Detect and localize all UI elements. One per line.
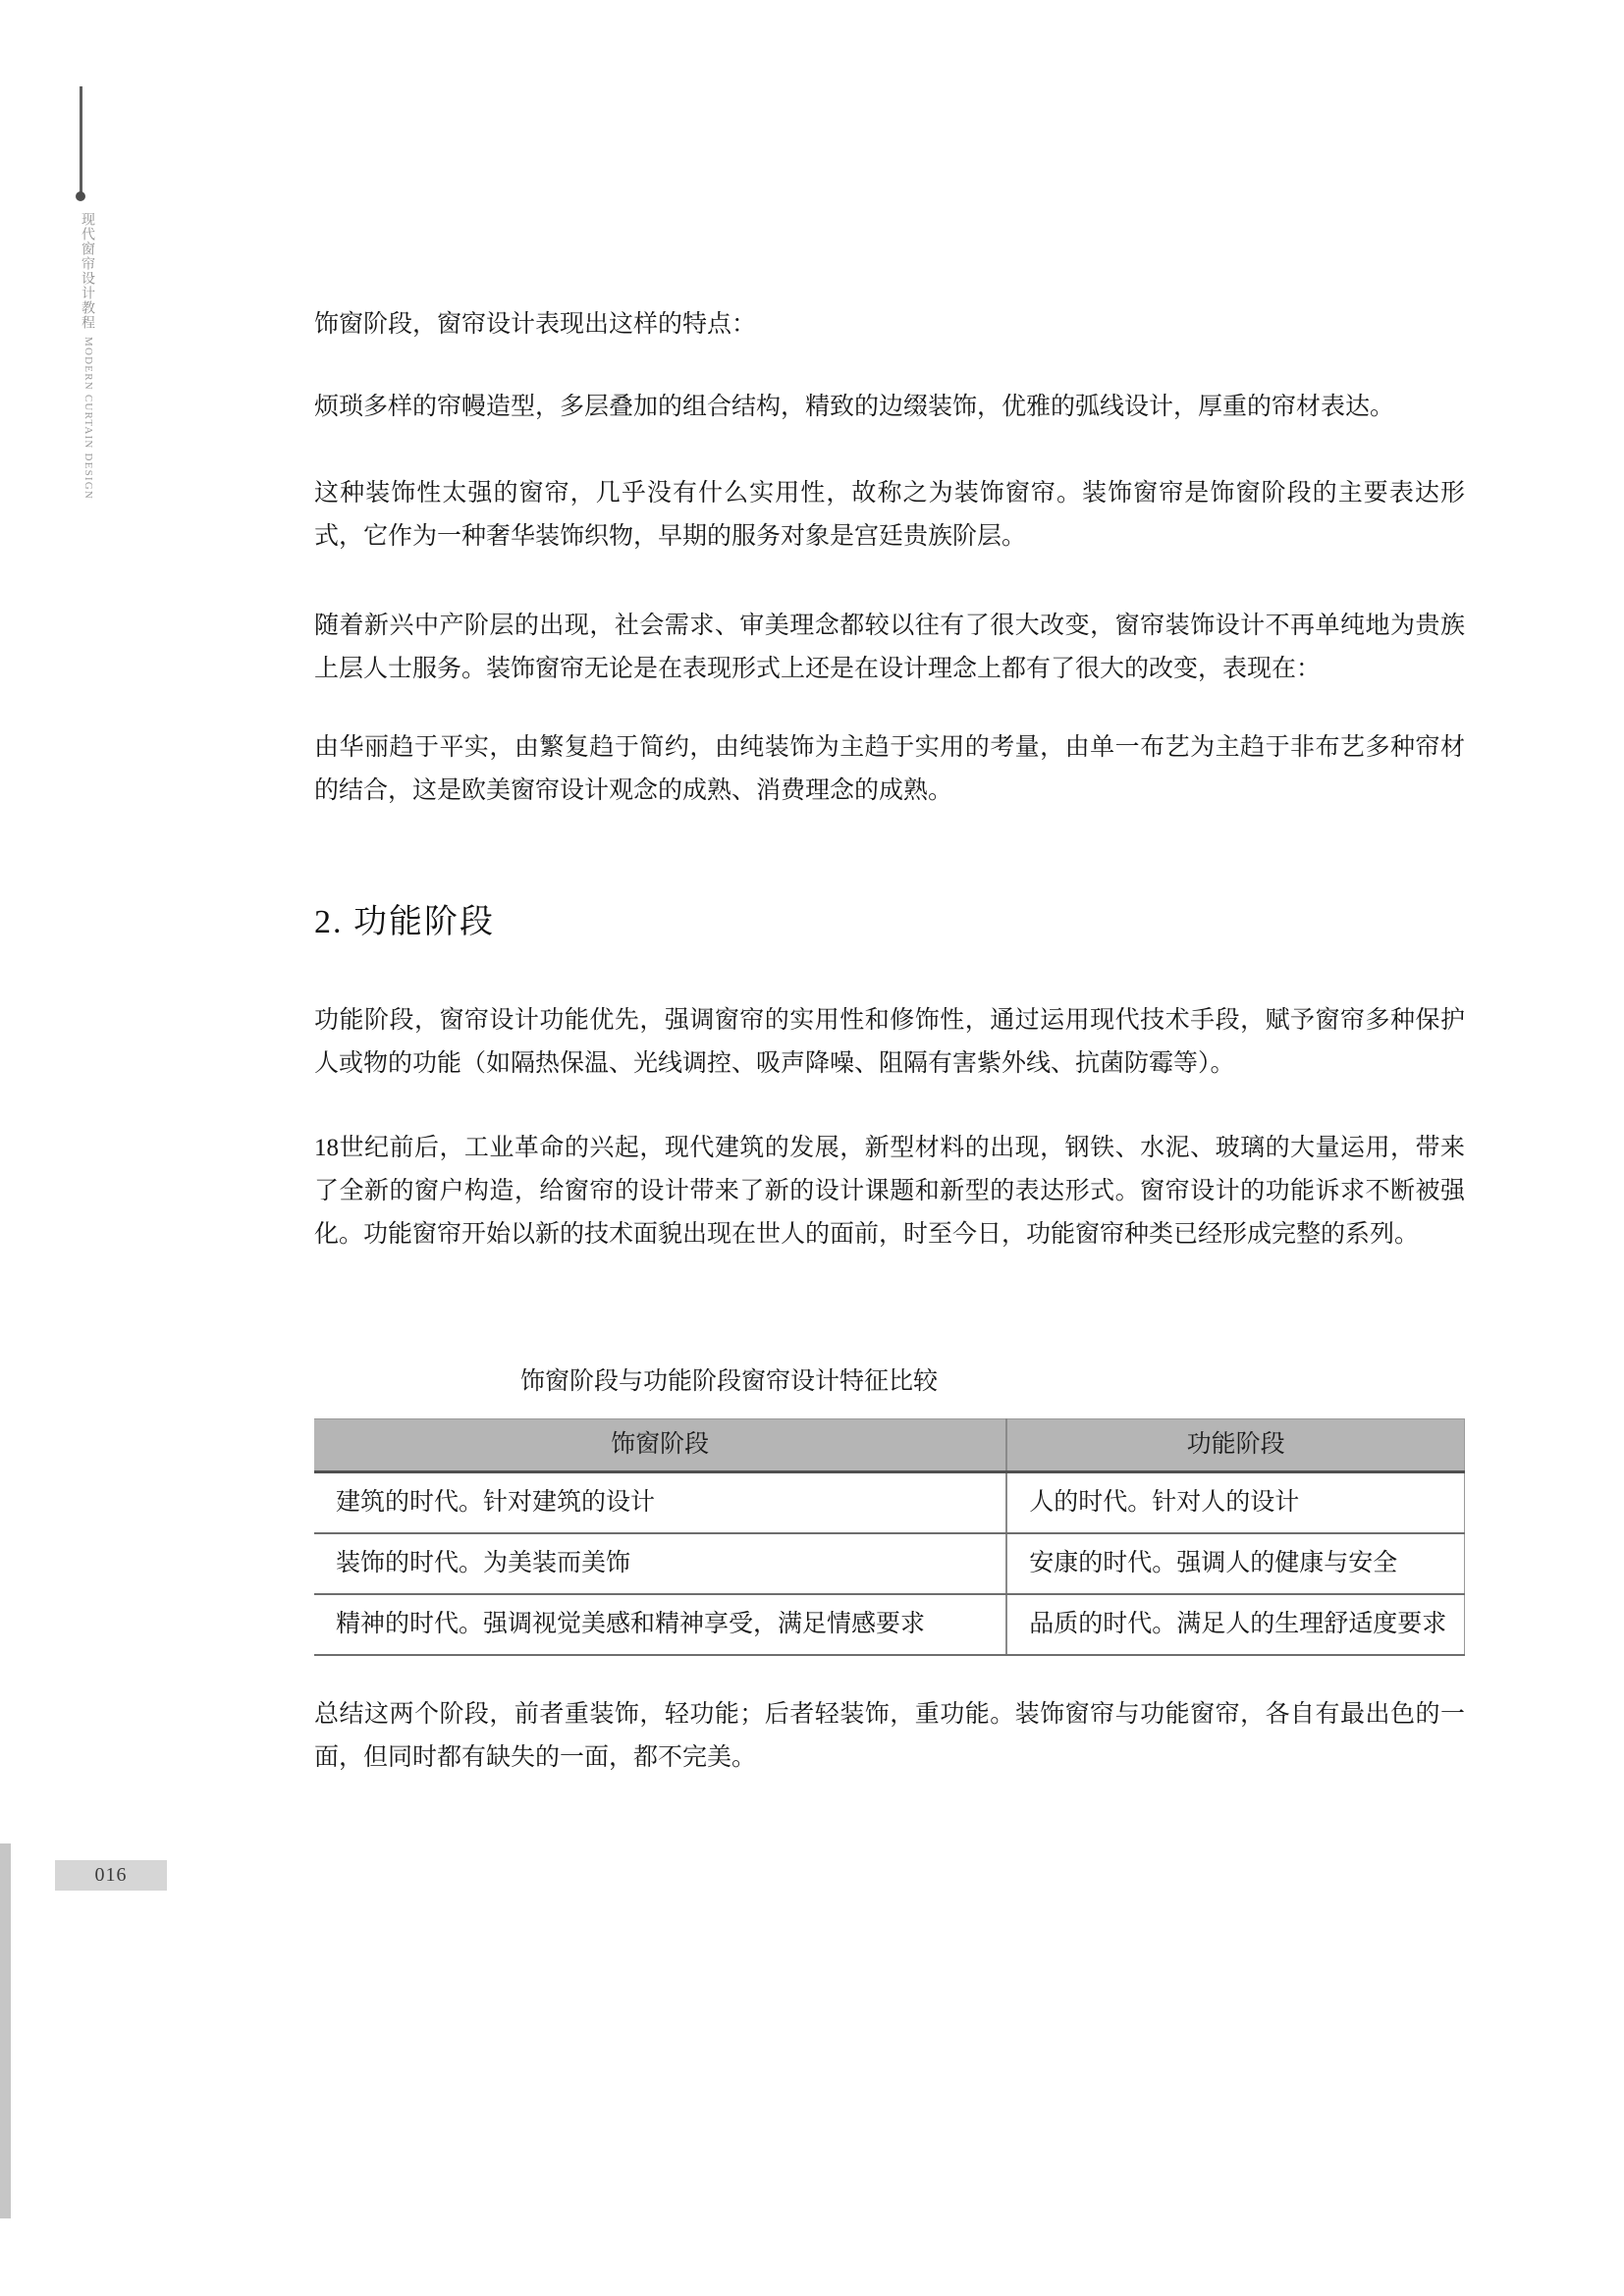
- table-row: [314, 1594, 1465, 1655]
- page-number-badge: [55, 1860, 167, 1891]
- paragraph: 总结这两个阶段，前者重装饰，轻功能；后者轻装饰，重功能。装饰窗帘与功能窗帘，各自有最出色的一面，但同时都有缺失的一面，都不完美。: [314, 1700, 1465, 1771]
- table-cell: 装饰的时代。为美装而美饰: [314, 1533, 1006, 1594]
- sidebar-rule-dot: [76, 191, 85, 201]
- table-header-cell: 饰窗阶段: [314, 1419, 1006, 1472]
- section-heading: 2. 功能阶段: [314, 904, 495, 940]
- table-cell: 精神的时代。强调视觉美感和精神享受，满足情感要求: [314, 1594, 1006, 1655]
- table-cell: 品质的时代。满足人的生理舒适度要求: [1006, 1594, 1464, 1655]
- paragraph: 功能阶段，窗帘设计功能优先，强调窗帘的实用性和修饰性，通过运用现代技术手段，赋予窗帘多种保护人或物的功能（如隔热保温、光线调控、吸声降噪、阻隔有害紫外线、抗菌防霉等）。: [314, 1007, 1465, 1077]
- paragraph: 随着新兴中产阶层的出现，社会需求、审美理念都较以往有了很大改变，窗帘装饰设计不再单纯地为贵族上层人士服务。装饰窗帘无论是在表现形式上还是在设计理念上都有了很大的改变，表现在：: [314, 613, 1465, 682]
- table-cell: 人的时代。针对人的设计: [1006, 1472, 1464, 1533]
- paragraph: 饰窗阶段，窗帘设计表现出这样的特点：: [314, 311, 757, 338]
- table-header-row: [314, 1419, 1465, 1472]
- table-cell: 建筑的时代。针对建筑的设计: [314, 1472, 1006, 1533]
- book-title-vertical-cn: 现代窗帘设计教程: [80, 212, 94, 330]
- paragraph: 由华丽趋于平实，由繁复趋于简约，由纯装饰为主趋于实用的考量，由单一布艺为主趋于非布艺多种帘材的结合，这是欧美窗帘设计观念的成熟、消费理念的成熟。: [314, 734, 1465, 804]
- page-number: 016: [94, 1864, 128, 1886]
- book-title-vertical-en: MODERN CURTAIN DESIGN: [82, 337, 94, 501]
- comparison-table: [314, 1418, 1465, 1656]
- table-header-cell: 功能阶段: [1006, 1419, 1464, 1472]
- paragraph: 这种装饰性太强的窗帘，几乎没有什么实用性，故称之为装饰窗帘。装饰窗帘是饰窗阶段的主要表达形式，它作为一种奢华装饰织物，早期的服务对象是宫廷贵族阶层。: [314, 480, 1465, 550]
- paragraph: 烦琐多样的帘幔造型，多层叠加的组合结构，精致的边缀装饰，优雅的弧线设计，厚重的帘材表达。: [314, 394, 1395, 420]
- paragraph: 18世纪前后，工业革命的兴起，现代建筑的发展，新型材料的出现，钢铁、水泥、玻璃的大量运用，带来了全新的窗户构造，给窗帘的设计带来了新的设计课题和新型的表达形式。窗帘设计的功能诉求不断被强化。功能窗帘开始以新的技术面貌出现在世人的面前，时至今日，功能窗帘种类已经形成完整的系列。: [314, 1135, 1465, 1248]
- sidebar-rule-line: [80, 86, 82, 192]
- page-body: [314, 303, 1465, 1821]
- table-row: [314, 1472, 1465, 1533]
- table-title: 饰窗阶段与功能阶段窗帘设计特征比较: [520, 1368, 939, 1395]
- page-edge-strip: [0, 1843, 11, 2218]
- table-cell: 安康的时代。强调人的健康与安全: [1006, 1533, 1464, 1594]
- table-row: [314, 1533, 1465, 1594]
